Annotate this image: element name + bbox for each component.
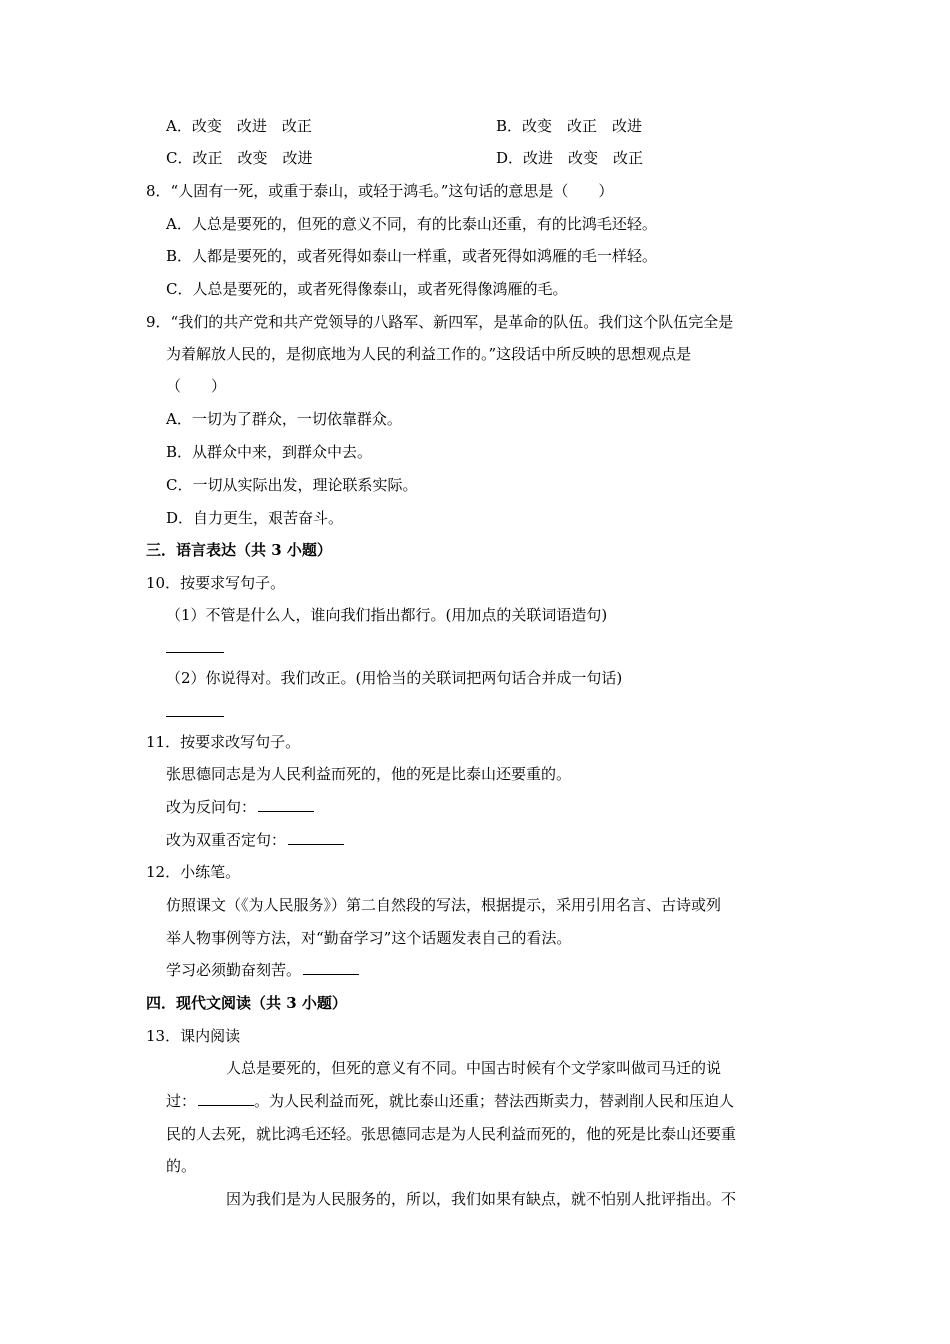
- q9-stem-line1: 9．“我们的共产党和共产党领导的八路军、新四军，是革命的队伍。我们这个队伍完全是: [146, 313, 734, 331]
- q11-stem: 11．按要求改写句子。: [146, 733, 301, 751]
- q10-sub2: （2）你说得对。我们改正。(用恰当的关联词把两句话合并成一句话): [166, 669, 623, 687]
- q13-quote-blank[interactable]: [198, 1091, 254, 1106]
- q11-double-negative-label: 改为双重否定句：: [166, 831, 287, 849]
- q10-sub2-answer-blank[interactable]: [166, 716, 224, 717]
- q11-double-negative-blank[interactable]: [288, 830, 344, 845]
- q12-prompt-row: [166, 960, 359, 980]
- q10-sub1: （1）不管是什么人，谁向我们指出都行。(用加点的关联词语造句): [166, 606, 608, 624]
- q13-p1-line3: 民的人去死，就比鸿毛还轻。张思德同志是为人民利益而死的，他的死是比泰山还要重: [166, 1125, 737, 1143]
- q9-option-c: C．一切从实际出发，理论联系实际。: [166, 476, 418, 494]
- q10-sub1-answer-blank[interactable]: [166, 652, 224, 653]
- q13-p2-line1: 因为我们是为人民服务的，所以，我们如果有缺点，就不怕别人批评指出。不: [226, 1190, 737, 1208]
- q13-p1-line2-end: 。为人民利益而死，就比泰山还重；替法西斯卖力，替剥削人民和压迫人: [254, 1092, 735, 1110]
- q13-p1-line1: 人总是要死的，但死的意义有不同。中国古时候有个文学家叫做司马迁的说: [226, 1059, 722, 1077]
- q8-option-c: C．人总是要死的，或者死得像泰山，或者死得像鸿雁的毛。: [166, 280, 568, 298]
- q11-rhetorical-blank[interactable]: [258, 797, 314, 812]
- q12-line2: 举人物事例等方法，对“勤奋学习”这个话题发表自己的看法。: [166, 929, 572, 947]
- q8-option-b: B．人都是要死的，或者死得如泰山一样重，或者死得如鸿雁的毛一样轻。: [166, 247, 658, 265]
- q13-stem: 13．课内阅读: [146, 1027, 241, 1045]
- q7-option-d: D．改进 改变 改正: [496, 149, 644, 167]
- q9-option-b: B．从群众中来，到群众中去。: [166, 443, 373, 461]
- q7-option-c: C．改正 改变 改进: [166, 149, 313, 167]
- q9-stem-line3: （ ）: [166, 377, 227, 395]
- q13-p1-line2: [166, 1091, 734, 1111]
- q11-double-negative-row: [166, 830, 344, 850]
- q12-answer-blank[interactable]: [303, 960, 359, 975]
- q13-p1-line4: 的。: [166, 1157, 197, 1175]
- q9-option-a: A．一切为了群众，一切依靠群众。: [166, 410, 402, 428]
- q9-option-d: D．自力更生，艰苦奋斗。: [166, 509, 344, 527]
- q9-stem-line2: 为着解放人民的，是彻底地为人民的利益工作的。”这段话中所反映的思想观点是: [166, 345, 692, 363]
- q12-stem: 12．小练笔。: [146, 863, 241, 881]
- q8-option-a: A．人总是要死的，但死的意义不同，有的比泰山还重，有的比鸿毛还轻。: [166, 215, 657, 233]
- q8-stem: 8．“人固有一死，或重于泰山，或轻于鸿毛。”这句话的意思是（ ）: [146, 182, 614, 200]
- q7-option-b: B．改变 改正 改进: [496, 117, 643, 135]
- q11-rhetorical-label: 改为反问句：: [166, 798, 257, 816]
- q12-prompt: 学习必须勤奋刻苦。: [166, 961, 302, 979]
- section3-title: 三．语言表达（共 3 小题）: [146, 541, 332, 559]
- section4-title: 四．现代文阅读（共 3 小题）: [146, 994, 347, 1012]
- q12-line1: 仿照课文（《为人民服务》）第二自然段的写法，根据提示，采用引用名言、古诗或列: [166, 896, 722, 914]
- q11-sentence: 张思德同志是为人民利益而死的，他的死是比泰山还要重的。: [166, 765, 572, 783]
- q11-rhetorical-row: [166, 797, 314, 817]
- q13-p1-line2-start: 过：: [166, 1092, 197, 1110]
- q10-stem: 10．按要求写句子。: [146, 574, 286, 592]
- q7-option-a: A．改变 改进 改正: [166, 117, 312, 135]
